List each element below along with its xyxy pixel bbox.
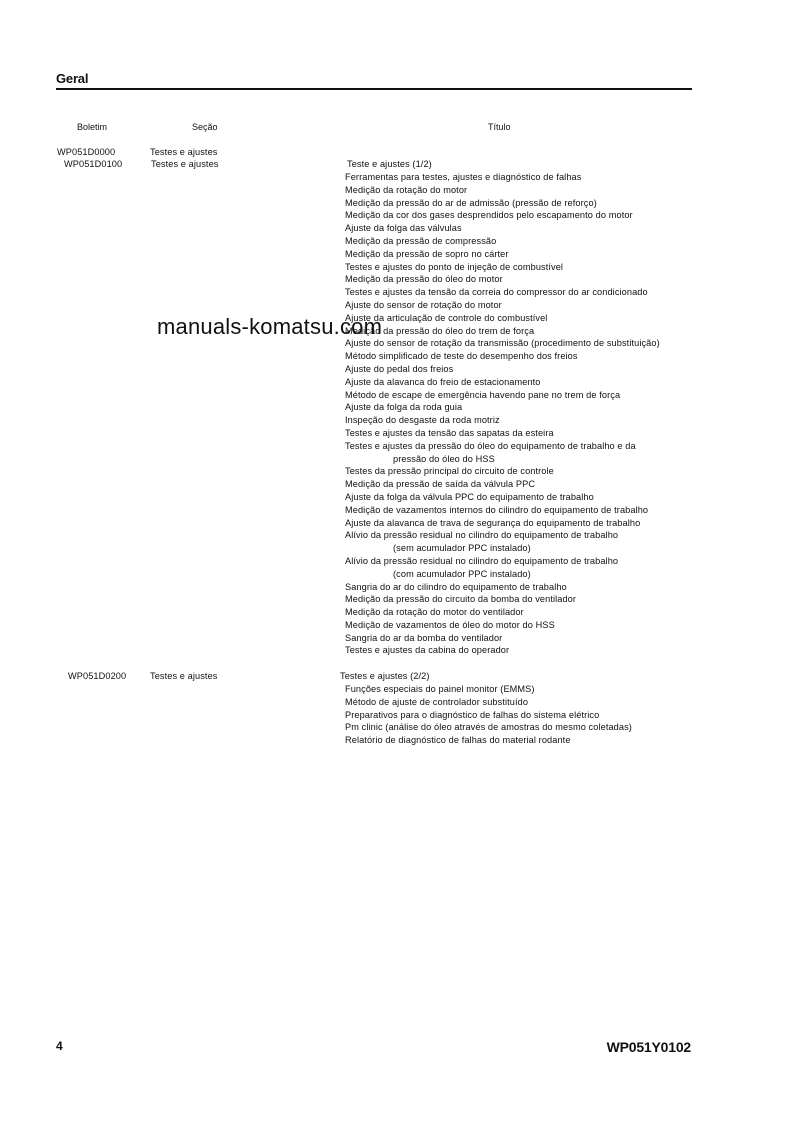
section-name: Testes e ajustes: [150, 147, 218, 157]
title-item: Testes e ajustes do ponto de injeção de combustível: [345, 261, 564, 272]
title-item: Medição da pressão de saída da válvula PPC: [345, 479, 536, 490]
title-item: Ajuste da folga da roda guia: [345, 402, 463, 413]
title-item: Ajuste da folga das válvulas: [345, 223, 462, 234]
title-item: Testes e ajustes da tensão da correia do compressor do ar condicionado: [345, 287, 648, 298]
column-header-section: Seção: [192, 122, 218, 132]
title-item: Relatório de diagnóstico de falhas do material rodante: [345, 735, 571, 746]
title-item: Sangria do ar da bomba do ventilador: [345, 632, 503, 643]
column-header-bulletin: Boletim: [77, 122, 108, 132]
title-item: Medição da rotação do motor do ventilador: [345, 607, 524, 618]
title-item: Medição da pressão de compressão: [345, 235, 497, 246]
title-list-1: [345, 171, 660, 657]
title-item: Sangria do ar do cilindro do equipamento de trabalho: [345, 581, 567, 592]
title-item: Medição da cor dos gases desprendidos pelo escapamento do motor: [345, 210, 633, 221]
title-item: Ajuste da alavanca de trava de segurança do equipamento de trabalho: [345, 517, 641, 528]
watermark: manuals-komatsu.com: [157, 314, 383, 339]
bulletin-code: WP051D0000: [57, 147, 116, 157]
section-title: Geral: [56, 71, 89, 86]
page-number: 4: [56, 1039, 63, 1053]
title-item: Testes da pressão principal do circuito de controle: [345, 466, 554, 477]
title-item: Medição de vazamentos internos do cilindro do equipamento de trabalho: [345, 504, 649, 515]
title-list-2: [345, 683, 632, 747]
group-title: Teste e ajustes (1/2): [347, 159, 432, 169]
title-item: Método de ajuste de controlador substituído: [345, 696, 529, 707]
title-item: Medição da pressão de sopro no cárter: [345, 248, 509, 259]
title-item: Ferramentas para testes, ajustes e diagnóstico de falhas: [345, 172, 582, 182]
title-item: Ajuste da articulação de controle do combustível: [345, 312, 548, 323]
page-header: [56, 72, 692, 86]
title-item: Pm clinic (análise do óleo através de amostras do mesmo coletadas): [345, 722, 632, 733]
title-item: Método simplificado de teste do desempenho dos freios: [345, 351, 578, 362]
header-rule: [56, 88, 692, 90]
document-code: WP051Y0102: [606, 1039, 691, 1055]
group-title: Testes e ajustes (2/2): [340, 671, 430, 681]
column-header-title: Título: [488, 122, 511, 132]
title-item: Medição da rotação do motor: [345, 184, 468, 195]
title-item: Inspeção do desgaste da roda motriz: [345, 415, 500, 426]
title-item: Medição de vazamentos de óleo do motor do HSS: [345, 619, 555, 630]
section-name: Testes e ajustes: [150, 671, 218, 681]
title-item: Ajuste do sensor de rotação do motor: [345, 299, 502, 310]
title-item: Medição da pressão do óleo do motor: [345, 274, 503, 285]
title-item-continuation: pressão do óleo do HSS: [393, 453, 495, 464]
title-item: Testes e ajustes da cabina do operador: [345, 645, 510, 656]
title-item: Medição da pressão do ar de admissão (pressão de reforço): [345, 197, 597, 208]
title-item: Medição da pressão do circuito da bomba do ventilador: [345, 594, 577, 605]
title-item: Preparativos para o diagnóstico de falhas do sistema elétrico: [345, 709, 600, 720]
title-item: Método de escape de emergência havendo pane no trem de força: [345, 389, 621, 400]
title-item: Ajuste do sensor de rotação da transmissão (procedimento de substituição): [345, 338, 660, 349]
title-item-continuation: (sem acumulador PPC instalado): [393, 543, 531, 554]
title-item: Ajuste da folga da válvula PPC do equipamento de trabalho: [345, 491, 594, 502]
title-item: Testes e ajustes da tensão das sapatas da esteira: [345, 427, 554, 438]
bulletin-code: WP051D0100: [64, 159, 123, 169]
title-item-continuation: (com acumulador PPC instalado): [393, 568, 531, 579]
title-item: Funções especiais do painel monitor (EMMS): [345, 684, 535, 694]
title-item: Ajuste da alavanca do freio de estacionamento: [345, 376, 541, 387]
title-item: Alívio da pressão residual no cilindro do equipamento de trabalho: [345, 555, 619, 566]
title-item: Ajuste do pedal dos freios: [345, 363, 454, 374]
title-item: Testes e ajustes da pressão do óleo do equipamento de trabalho e da: [345, 440, 636, 451]
title-item: Medição da pressão do óleo do trem de força: [345, 325, 535, 336]
section-name: Testes e ajustes: [151, 159, 219, 169]
bulletin-code: WP051D0200: [68, 671, 127, 681]
title-item: Alívio da pressão residual no cilindro do equipamento de trabalho: [345, 530, 619, 541]
